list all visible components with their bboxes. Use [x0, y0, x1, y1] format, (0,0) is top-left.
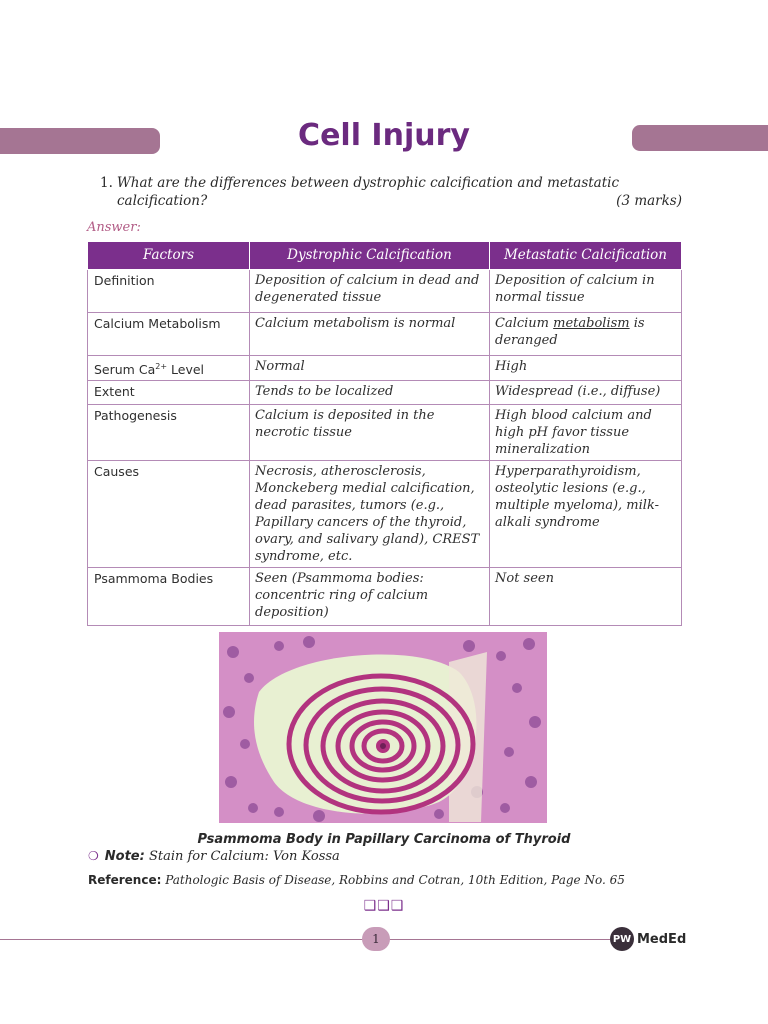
reference-label: Reference: — [88, 873, 162, 887]
dystrophic-cell: Normal — [250, 356, 490, 381]
metastatic-cell — [490, 313, 682, 356]
factor-cell — [88, 356, 250, 381]
dystrophic-cell: Tends to be localized — [250, 381, 490, 405]
factor-superscript: 2+ — [155, 362, 168, 371]
dystrophic-cell: Necrosis, atherosclerosis, Monckeberg medial calcification, dead parasites, tumors (e.g., Papillary cancers of the thyroid, ovary, and salivary gland), CREST syndrome, etc. — [250, 461, 490, 568]
factor-cell: Psammoma Bodies — [88, 568, 250, 626]
metastatic-cell: Deposition of calcium in normal tissue — [490, 270, 682, 313]
metastatic-cell: Hyperparathyroidism, osteolytic lesions (e.g., multiple myeloma), milk-alkali syndrome — [490, 461, 682, 568]
dystrophic-cell: Deposition of calcium in dead and degenerated tissue — [250, 270, 490, 313]
factor-text-post: Level — [167, 362, 205, 378]
answer-label: Answer: — [87, 220, 141, 235]
note-label: Note: — [104, 849, 145, 864]
reference-line — [88, 873, 625, 887]
question-marks: (3 marks) — [616, 193, 682, 209]
factor-cell: Definition — [88, 270, 250, 313]
page-title: Cell Injury — [298, 118, 470, 153]
factor-cell: Extent — [88, 381, 250, 405]
brand-logo — [610, 927, 686, 951]
page-number: 1 — [362, 927, 390, 951]
question-text-2: calcification? — [117, 193, 208, 209]
header-dystrophic: Dystrophic Calcification — [250, 242, 490, 270]
reference-text: Pathologic Basis of Disease, Robbins and Cotran, 10th Edition, Page No. 65 — [165, 873, 625, 887]
brand-name: MedEd — [637, 931, 687, 947]
metastatic-cell: High blood calcium and high pH favor tissue mineralization — [490, 405, 682, 461]
table-row — [88, 270, 682, 313]
factor-text-pre: Serum Ca — [94, 362, 156, 378]
note-line — [88, 849, 340, 864]
metastatic-text-post: is deranged — [495, 316, 645, 348]
dystrophic-cell: Calcium is deposited in the necrotic tissue — [250, 405, 490, 461]
table-row — [88, 356, 682, 381]
histology-image — [219, 632, 547, 823]
figure-caption: Psammoma Body in Papillary Carcinoma of Thyroid — [197, 832, 571, 847]
table-row — [88, 568, 682, 626]
comparison-table — [87, 241, 682, 626]
footer-divider — [0, 939, 610, 940]
question-line-2 — [100, 192, 682, 210]
question-line-1 — [100, 174, 682, 192]
header-factors: Factors — [88, 242, 250, 270]
question-number: 1. — [100, 175, 113, 191]
metastatic-underlined: metabolism — [553, 316, 630, 331]
dystrophic-cell: Seen (Psammoma bodies: concentric ring of calcium deposition) — [250, 568, 490, 626]
metastatic-text-pre: Calcium — [495, 316, 554, 331]
table-row — [88, 313, 682, 356]
table-row — [88, 381, 682, 405]
brand-mark-icon: PW — [610, 927, 634, 951]
table-row — [88, 405, 682, 461]
end-of-section-marks: ❑❑❑ — [363, 898, 405, 914]
table-row — [88, 461, 682, 568]
dystrophic-cell: Calcium metabolism is normal — [250, 313, 490, 356]
factor-cell: Calcium Metabolism — [88, 313, 250, 356]
table-header-row — [88, 242, 682, 270]
question-block — [100, 174, 682, 210]
metastatic-cell: Not seen — [490, 568, 682, 626]
note-text: Stain for Calcium: Von Kossa — [148, 849, 340, 864]
circle-bullet-icon: ❍ — [88, 849, 99, 863]
header-metastatic: Metastatic Calcification — [490, 242, 682, 270]
factor-cell: Pathogenesis — [88, 405, 250, 461]
metastatic-cell: Widespread (i.e., diffuse) — [490, 381, 682, 405]
metastatic-cell: High — [490, 356, 682, 381]
factor-cell: Causes — [88, 461, 250, 568]
question-text-1: What are the differences between dystrophic calcification and metastatic — [116, 175, 620, 191]
